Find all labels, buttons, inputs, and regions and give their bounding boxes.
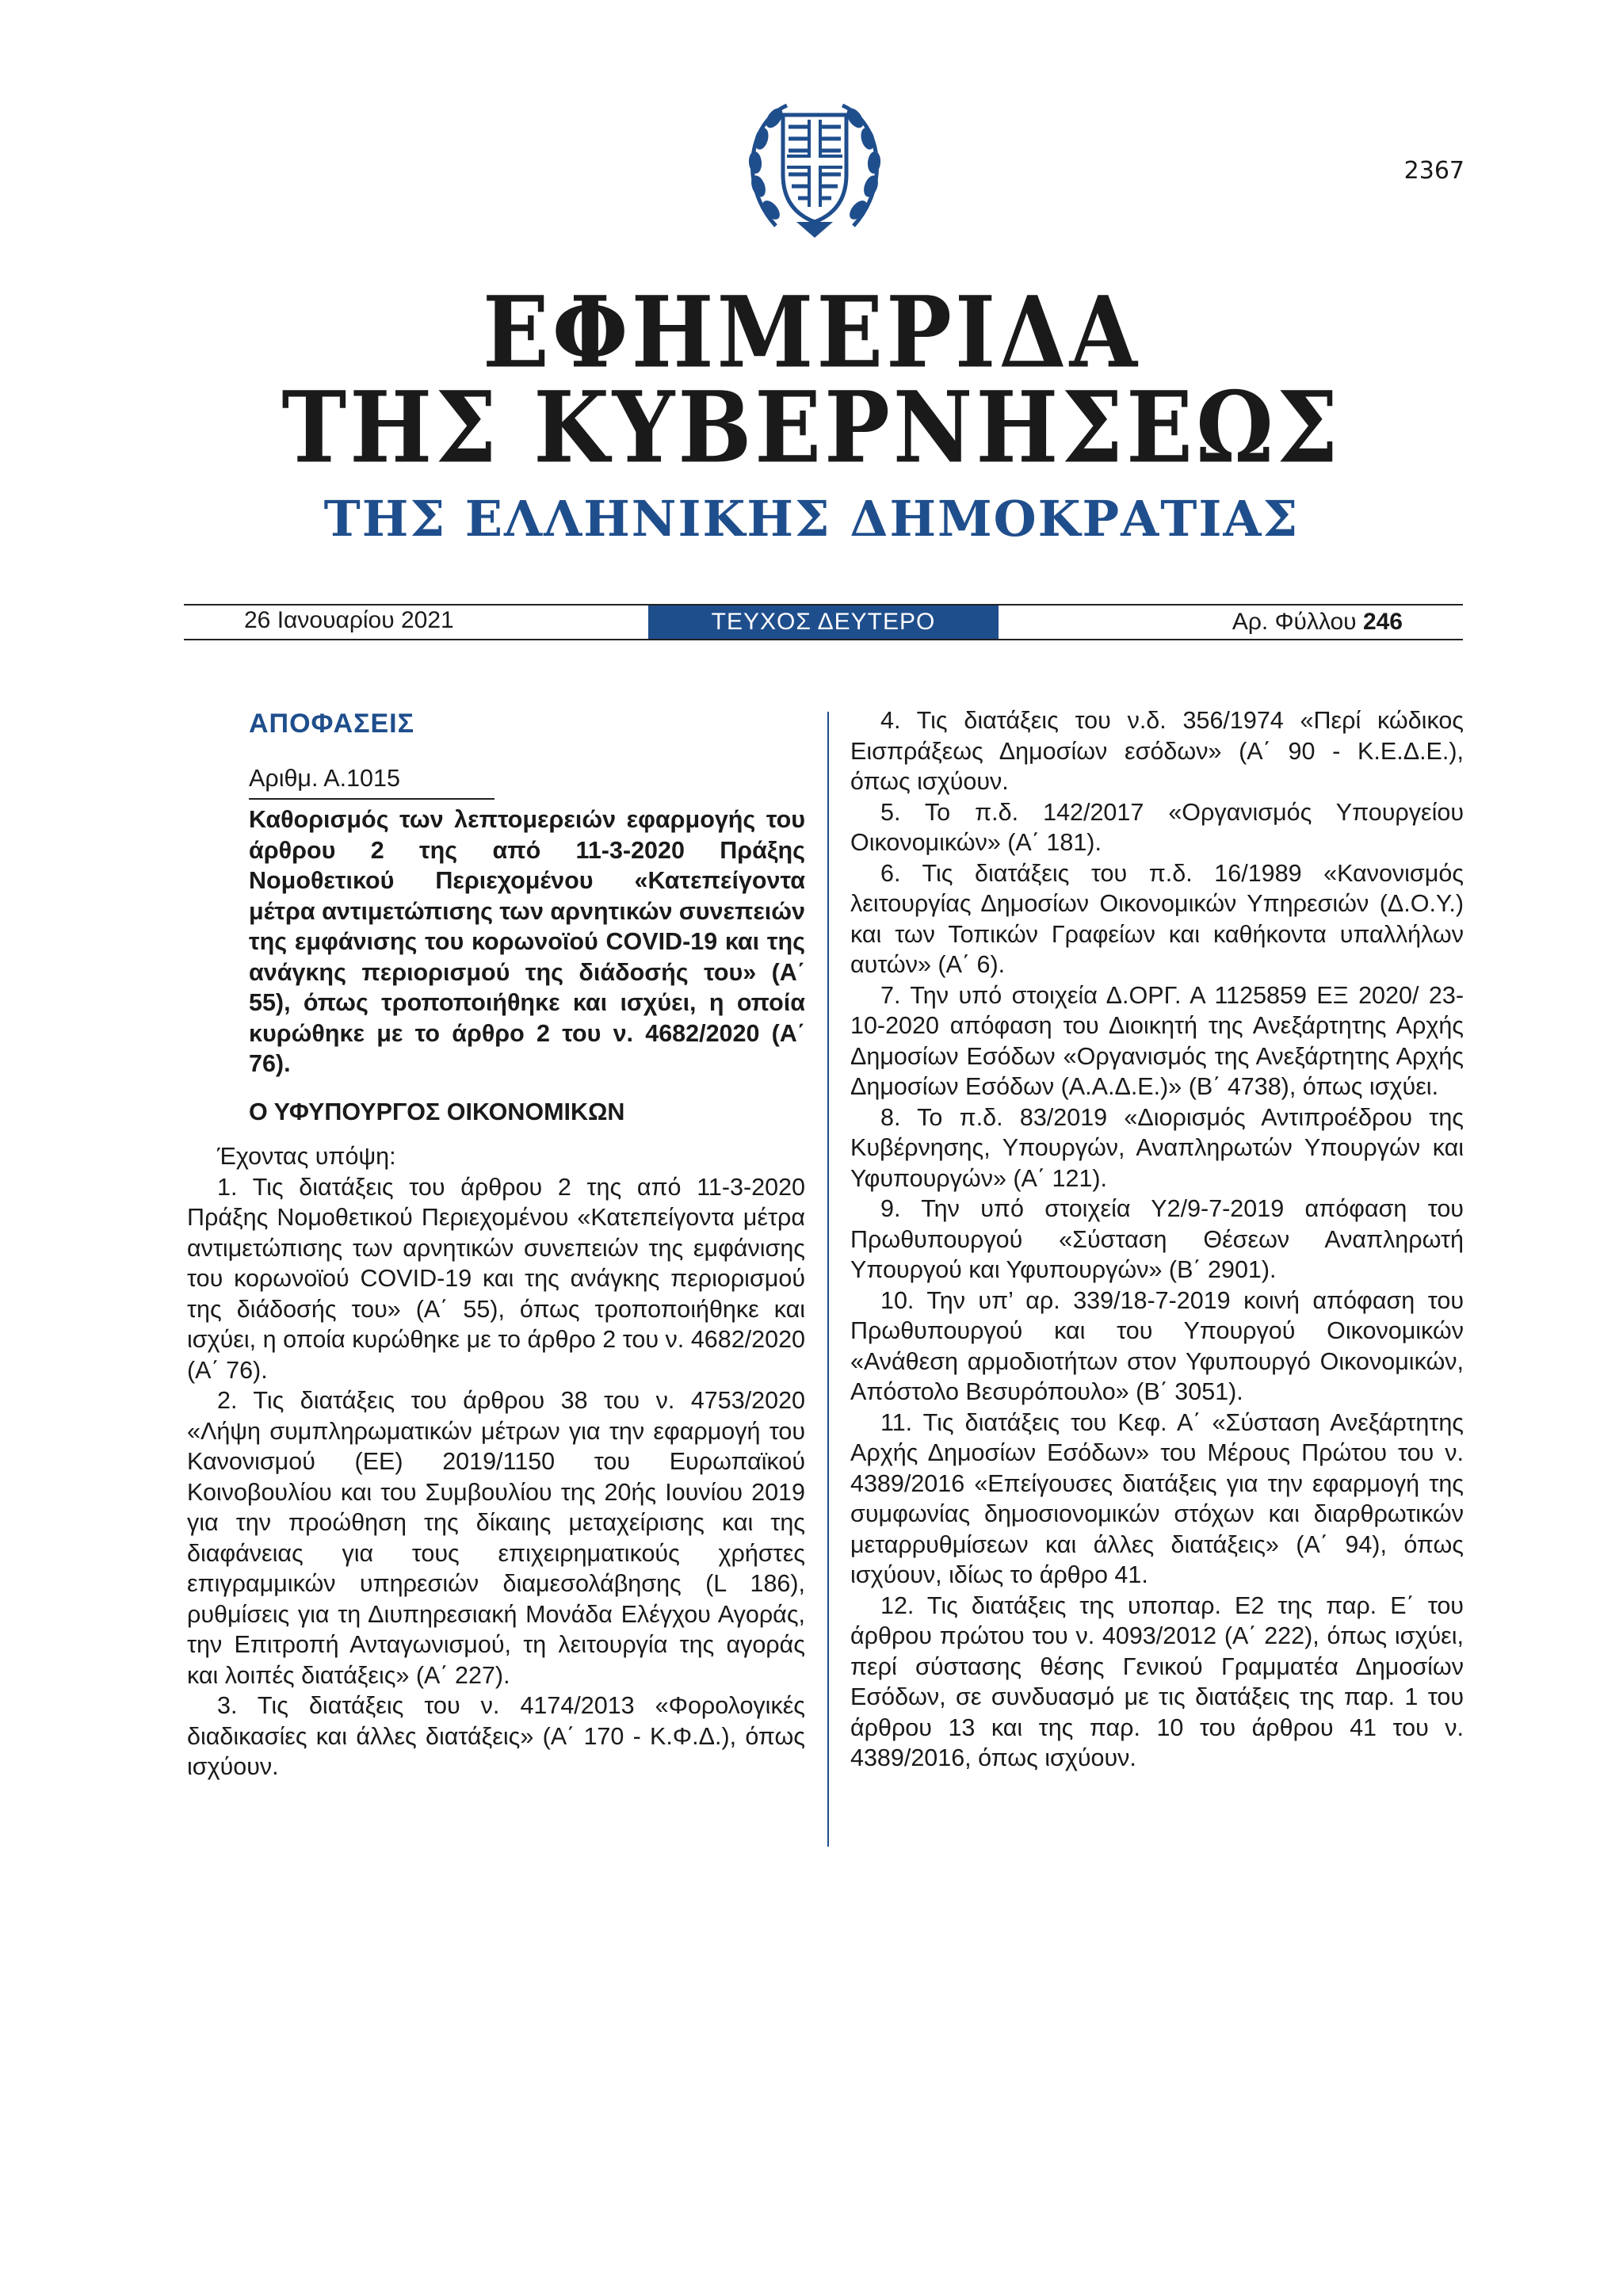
paragraph-6: 6. Τις διατάξεις του π.δ. 16/1989 «Κανονισμός λειτουργίας Δημοσίων Οικονομικών Υπηρεσιών (Δ.Ο.Υ.) και των Τοπικών Γραφείων και καθήκοντα υπαλλήλων αυτών» (Α΄ 6). — [850, 859, 1464, 978]
right-column — [850, 705, 1464, 1774]
gazette-title-line2: ΤΗΣ ΚΥΒΕΡΝΗΣΕΩΣ — [281, 370, 1342, 485]
paragraph-7: 7. Την υπό στοιχεία Δ.ΟΡΓ. Α 1125859 ΕΞ 2020/ 23-10-2020 απόφαση του Διοικητή της Ανεξάρτητης Αρχής Δημοσίων Εσόδων «Οργανισμός της Ανεξάρτητης Αρχής Δημοσίων Εσόδων (Α.Α.Δ.Ε.)» (Β΄ 4738), όπως ισχύει. — [850, 981, 1464, 1100]
gazette-title-line1: ΕΦΗΜΕΡΙΔΑ — [482, 275, 1141, 390]
issuing-authority: Ο ΥΦΥΠΟΥΡΓΟΣ ΟΙΚΟΝΟΜΙΚΩΝ — [249, 1098, 625, 1125]
issue-date: 26 Ιανουαρίου 2021 — [244, 607, 454, 633]
column-divider — [827, 712, 829, 1847]
section-heading: ΑΠΟΦΑΣΕΙΣ — [249, 709, 415, 739]
paragraph-5: 5. Το π.δ. 142/2017 «Οργανισμός Υπουργείου Οικονομικών» (Α΄ 181). — [850, 798, 1464, 856]
paragraph-4: 4. Τις διατάξεις του ν.δ. 356/1974 «Περί κώδικος Εισπράξεως Δημοσίων εσόδων» (Α΄ 90 - Κ.Ε.Δ.Ε.), όπως ισχύουν. — [850, 707, 1464, 795]
gazette-subtitle: ΤΗΣ ΕΛΛΗΝΙΚΗΣ ΔΗΜΟΚΡΑΤΙΑΣ — [323, 490, 1300, 548]
paragraph-12: 12. Τις διατάξεις της υποπαρ. Ε2 της παρ. Ε΄ του άρθρου πρώτου του ν. 4093/2012 (Α΄ 222), όπως ισχύει, περί σύστασης θέσης Γενικού Γραμματέα Δημοσίων Εσόδων, σε συνδυασμό με τις διατάξεις της παρ. 1 του άρθρου 13 και της παρ. 10 του άρθρου 41 του ν. 4389/2016, όπως ισχύουν. — [850, 1591, 1464, 1771]
header-rule-bottom — [184, 639, 1463, 640]
decision-number: Αριθμ. Α.1015 — [249, 763, 495, 800]
paragraph-10: 10. Την υπ’ αρ. 339/18-7-2019 κοινή απόφαση του Πρωθυπουργού και του Υπουργού Οικονομικών «Ανάθεση αρμοδιοτήτων στον Υφυπουργό Οικονομικών, Απόστολο Βεσυρόπουλο» (Β΄ 3051). — [850, 1286, 1464, 1405]
paragraph-1: 1. Τις διατάξεις του άρθρου 2 της από 11-3-2020 Πράξης Νομοθετικού Περιεχομένου «Κατεπείγοντα μέτρα αντιμετώπισης των αρνητικών συνεπειών της εμφάνισης του κορωνοϊού COVID-19 και της ανάγκης περιορισμού της διάδοσής του» (Α΄ 55), όπως τροποποιήθηκε και ισχύει, η οποία κυρώθηκε με το άρθρο 2 του ν. 4682/2020 (Α΄ 76). — [187, 1173, 805, 1384]
sheet-number — [1181, 609, 1403, 636]
paragraph-11: 11. Τις διατάξεις του Κεφ. Α΄ «Σύσταση Ανεξάρτητης Αρχής Δημοσίων Εσόδων» του Μέρους Πρώτου του ν. 4389/2016 «Επείγουσες διατάξεις για την εφαρμογή της συμφωνίας δημοσιονομικών στόχων και διαρθρωτικών μεταρρυθμίσεων και άλλες διατάξεις» (Α΄ 94), όπως ισχύουν, ιδίως το άρθρο 41. — [850, 1408, 1464, 1588]
paragraph-9: 9. Την υπό στοιχεία Υ2/9-7-2019 απόφαση του Πρωθυπουργού «Σύσταση Θέσεων Αναπληρωτή Υπουργού και Υφυπουργών» (Β΄ 2901). — [850, 1195, 1464, 1283]
paragraph-2: 2. Τις διατάξεις του άρθρου 38 του ν. 4753/2020 «Λήψη συμπληρωματικών μέτρων για την εφαρμογή του Κανονισμού (ΕΕ) 2019/1150 του Ευρωπαϊκού Κοινοβουλίου και του Συμβουλίου της 20ής Ιουνίου 2019 για την προώθηση της δίκαιης μεταχείρισης και της διαφάνειας για τους επιχειρηματικούς χρήστες επιγραμμικών υπηρεσιών διαμεσολάβησης (L 186), ρυθμίσεις για τη Διυπηρεσιακή Μονάδα Ελέγχου Αγοράς, την Επιτροπή Ανταγωνισμού, τη λειτουργία της αγοράς και λοιπές διατάξεις» (Α΄ 227). — [187, 1387, 805, 1689]
considering-intro: Έχοντας υπόψη: — [217, 1143, 396, 1170]
greek-coat-of-arms-icon — [747, 91, 882, 242]
paragraph-8: 8. Το π.δ. 83/2019 «Διορισμός Αντιπροέδρου της Κυβέρνησης, Υπουργών, Αναπληρωτών Υπουργών και Υφυπουργών» (Α΄ 121). — [850, 1103, 1464, 1192]
page-number: 2367 — [1403, 157, 1465, 185]
sheet-number-label: Αρ. Φύλλου — [1232, 609, 1357, 635]
left-column — [187, 705, 805, 1782]
paragraph-3: 3. Τις διατάξεις του ν. 4174/2013 «Φορολογικές διαδικασίες και άλλες διατάξεις» (Α΄ 170 - Κ.Φ.Δ.), όπως ισχύουν. — [187, 1692, 805, 1780]
decision-title: Καθορισμός των λεπτομερειών εφαρμογής του άρθρου 2 της από 11-3-2020 Πράξης Νομοθετικού Περιεχομένου «Κατεπείγοντα μέτρα αντιμετώπισης των αρνητικών συνεπειών της εμφάνισης του κορωνοϊού COVID-19 και της ανάγκης περιορισμού της διάδοσής του» (Α΄ 55), όπως τροποποιήθηκε και ισχύει, η οποία κυρώθηκε με το άρθρο 2 του ν. 4682/2020 (Α΄ 76). — [249, 806, 805, 1077]
sheet-number-value: 246 — [1362, 609, 1403, 635]
issue-volume-band: ΤΕΥΧΟΣ ΔΕΥΤΕΡΟ — [648, 606, 999, 639]
